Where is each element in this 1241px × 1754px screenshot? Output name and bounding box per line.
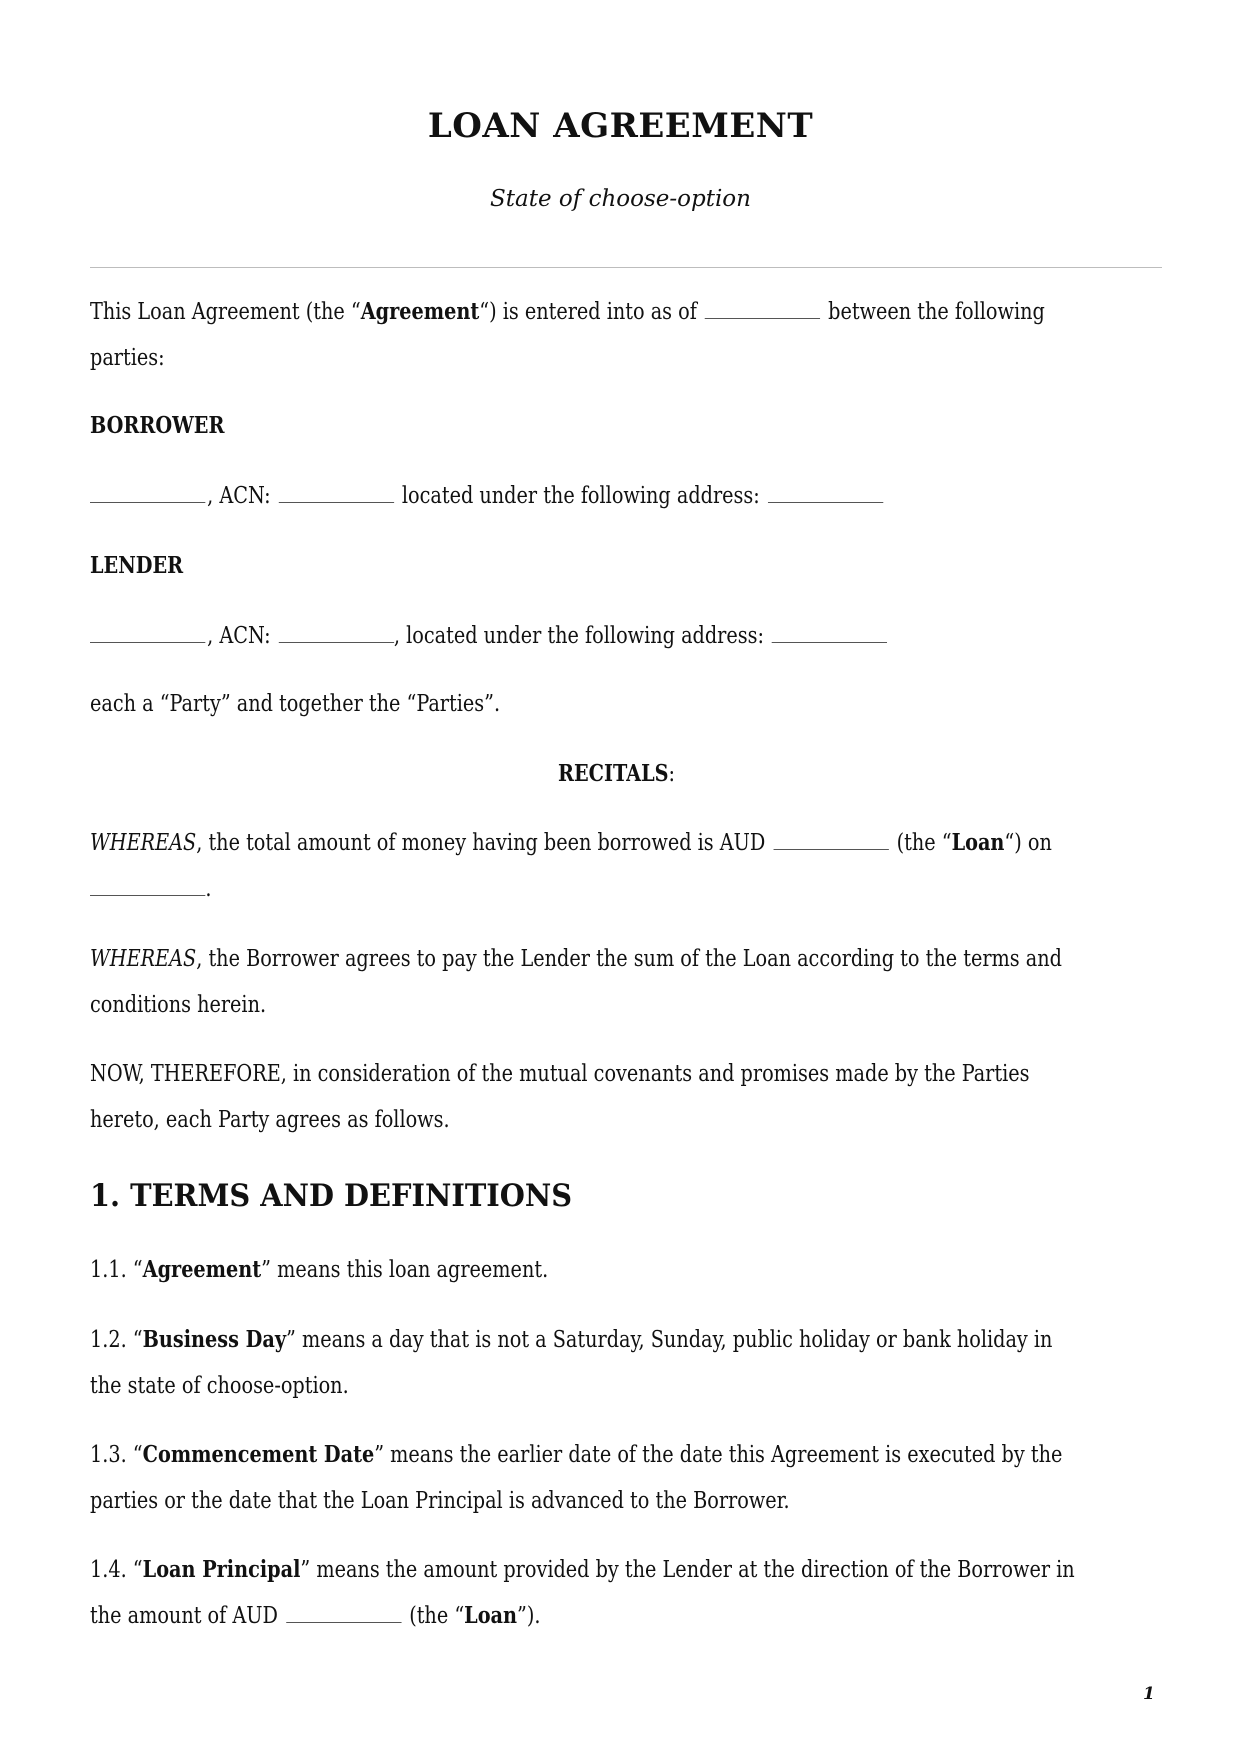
defined-term-agreement: Agreement xyxy=(360,298,480,325)
whereas-text: “) on xyxy=(1004,830,1052,856)
defined-term: Business Day xyxy=(142,1326,287,1353)
borrower-details-line xyxy=(90,473,945,519)
borrower-heading xyxy=(90,403,235,449)
whereas-lead: WHEREAS xyxy=(90,830,197,856)
now-therefore-line-1 xyxy=(90,1051,1100,1097)
header-divider xyxy=(90,267,1162,268)
page-number: 1 xyxy=(1143,1684,1155,1704)
lender-heading-text: LENDER xyxy=(90,552,184,579)
loan-principal-blank xyxy=(286,1604,401,1623)
date-blank xyxy=(705,300,820,319)
intro-line-1 xyxy=(90,289,1117,335)
lender-acn-blank xyxy=(279,624,394,643)
definition-text: ” means the earlier date of the date this Agreement is executed by the xyxy=(374,1442,1063,1468)
definition-text: ” means the amount provided by the Lender at the direction of the Borrower in xyxy=(300,1557,1075,1583)
definition-text: (the “ xyxy=(409,1603,465,1629)
document-title: LOAN AGREEMENT xyxy=(427,106,814,146)
definition-text: ” means a day that is not a Saturday, Sunday, public holiday or bank holiday in xyxy=(286,1327,1053,1353)
whereas-1-line-2 xyxy=(90,866,221,912)
definition-1-4-line-2 xyxy=(90,1593,574,1639)
whereas-end: . xyxy=(205,876,212,902)
loan-amount-blank xyxy=(773,831,888,850)
acn-label: , ACN: xyxy=(207,623,271,649)
clause-number: 1.4. “ xyxy=(90,1557,143,1583)
now-therefore-text: NOW, THEREFORE, in consideration of the mutual covenants and promises made by the Parties xyxy=(90,1061,1030,1087)
lender-details-line xyxy=(90,613,949,659)
whereas-lead: WHEREAS xyxy=(90,946,197,972)
whereas-text: (the “ xyxy=(896,830,952,856)
now-therefore-text: hereto, each Party agrees as follows. xyxy=(90,1107,450,1133)
acn-label: , ACN: xyxy=(207,483,271,509)
definition-text: the amount of AUD xyxy=(90,1603,278,1629)
defined-term: Commencement Date xyxy=(142,1441,375,1468)
document-subtitle: State of choose-option xyxy=(490,186,751,212)
address-label: , located under the following address: xyxy=(393,623,765,649)
lender-heading xyxy=(90,543,190,589)
now-therefore-line-2 xyxy=(90,1097,477,1143)
defined-term: Agreement xyxy=(142,1256,262,1283)
intro-text: “) is entered into as of xyxy=(479,299,697,325)
recitals-heading xyxy=(0,751,1241,797)
definition-1-3-line-2 xyxy=(90,1478,842,1524)
recitals-colon: : xyxy=(668,761,675,787)
parties-text: each a “Party” and together the “Parties”. xyxy=(90,691,501,717)
recitals-heading-text: RECITALS xyxy=(557,760,669,787)
lender-address-blank xyxy=(772,624,887,643)
whereas-1-line-1 xyxy=(90,820,1124,866)
borrower-heading-text: BORROWER xyxy=(90,412,225,439)
borrower-address-blank xyxy=(768,484,883,503)
borrower-name-blank xyxy=(90,484,205,503)
intro-text: between the following xyxy=(828,299,1045,325)
clause-number: 1.3. “ xyxy=(90,1442,143,1468)
address-label: located under the following address: xyxy=(401,483,760,509)
definition-1-2-line-1 xyxy=(90,1317,1125,1363)
parties-definition-line xyxy=(90,681,531,727)
lender-name-blank xyxy=(90,624,205,643)
definition-1-4-line-1 xyxy=(90,1547,1149,1593)
section-1-heading xyxy=(90,1178,608,1214)
intro-line-2 xyxy=(90,335,170,381)
definition-1-1 xyxy=(90,1247,583,1293)
section-1-heading-text: 1. TERMS AND DEFINITIONS xyxy=(90,1178,573,1214)
whereas-2-line-2 xyxy=(90,982,279,1028)
definition-text: the state of choose-option. xyxy=(90,1373,349,1399)
intro-text: parties: xyxy=(90,345,165,371)
definition-1-3-line-1 xyxy=(90,1432,1136,1478)
whereas-text: conditions herein. xyxy=(90,992,267,1018)
loan-date-blank xyxy=(90,877,205,896)
defined-term: Loan Principal xyxy=(142,1556,301,1583)
definition-text: ” means this loan agreement. xyxy=(261,1257,549,1283)
whereas-2-line-1 xyxy=(90,936,1135,982)
clause-number: 1.1. “ xyxy=(90,1257,143,1283)
definition-text: ”). xyxy=(517,1603,541,1629)
definition-text: parties or the date that the Loan Principal is advanced to the Borrower. xyxy=(90,1488,790,1514)
borrower-acn-blank xyxy=(279,484,394,503)
whereas-text: , the Borrower agrees to pay the Lender the sum of the Loan according to the terms and xyxy=(196,946,1062,972)
whereas-text: , the total amount of money having been borrowed is AUD xyxy=(196,830,766,856)
clause-number: 1.2. “ xyxy=(90,1327,143,1353)
defined-term-loan: Loan xyxy=(464,1602,518,1629)
intro-text: This Loan Agreement (the “ xyxy=(90,299,361,325)
definition-1-2-line-2 xyxy=(90,1363,368,1409)
defined-term-loan: Loan xyxy=(951,829,1005,856)
